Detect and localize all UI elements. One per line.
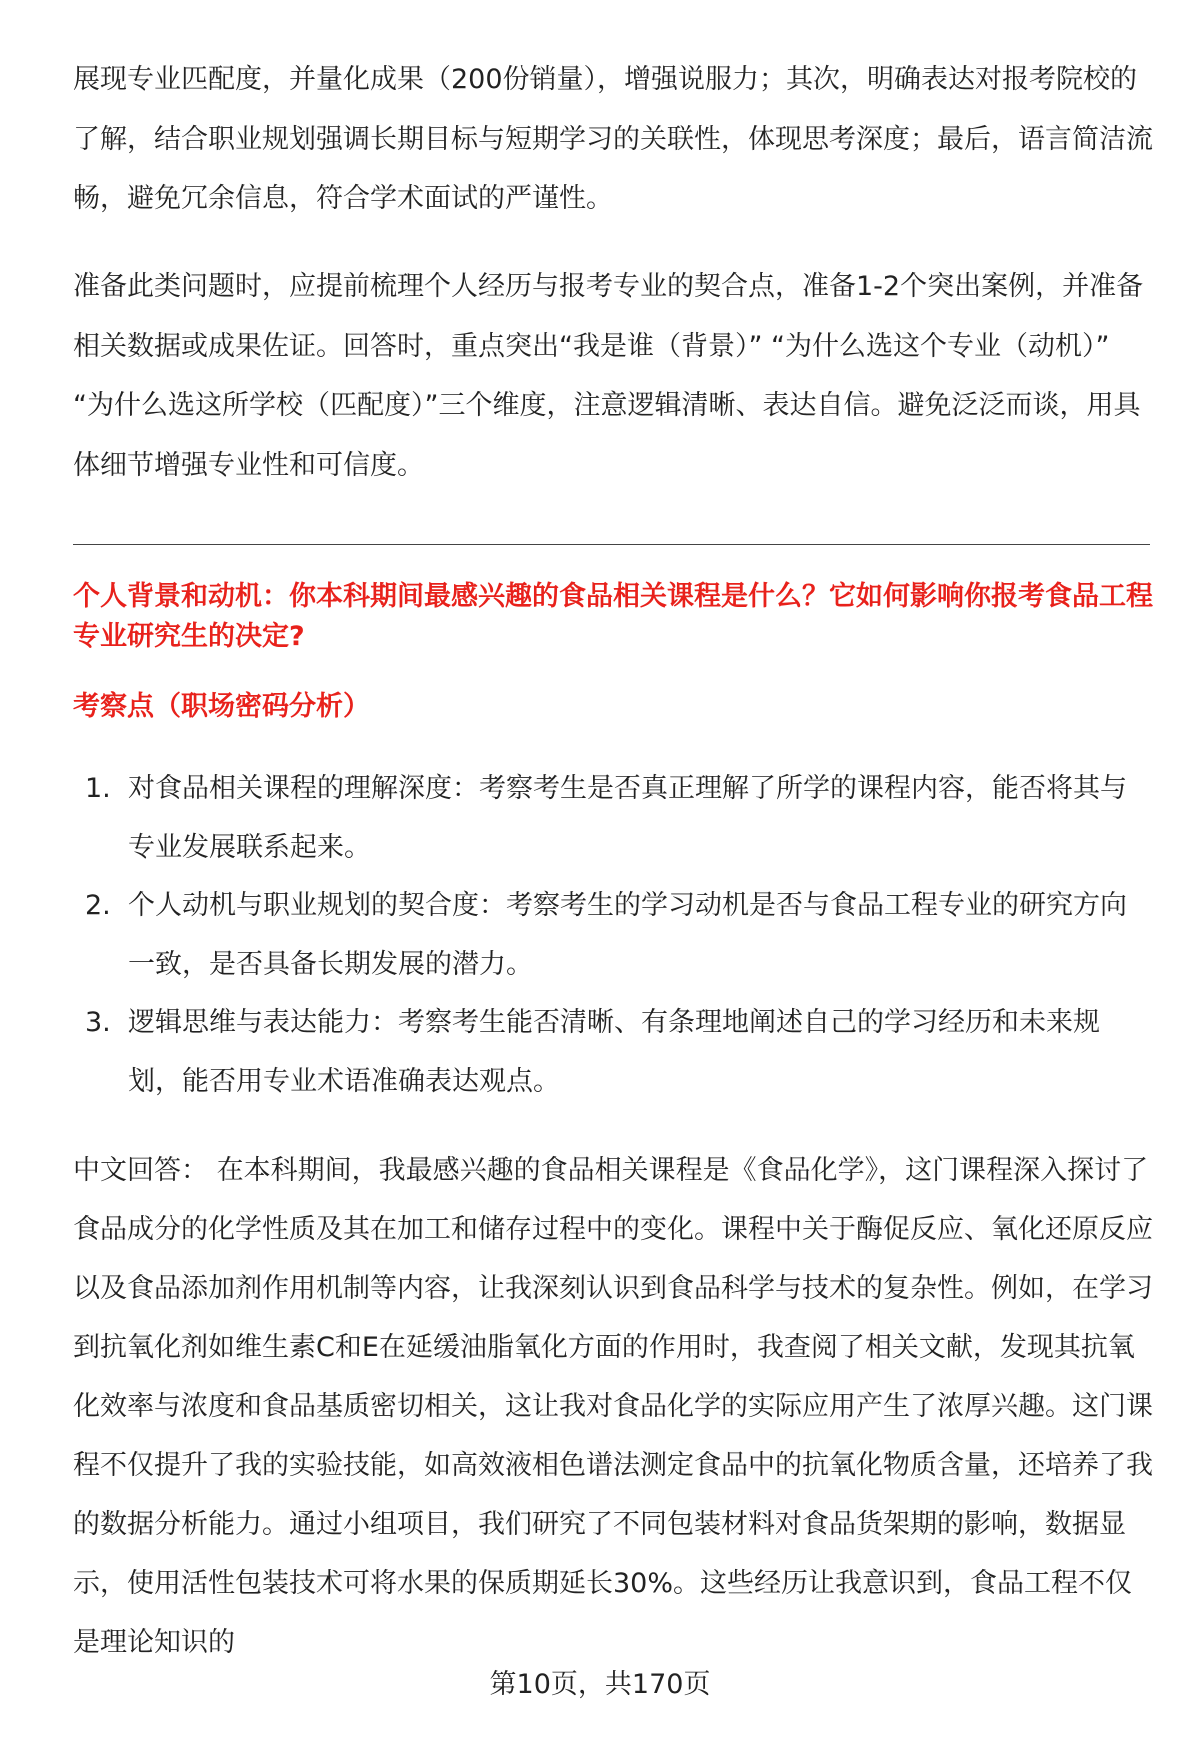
list-number: 1. <box>85 773 111 804</box>
list-text: 对食品相关课程的理解深度：考察考生是否真正理解了所学的课程内容，能否将其与专业发展联系起来。 <box>128 773 1127 863</box>
evaluation-points-list <box>73 760 1153 1111</box>
answer-paragraph: 中文回答： 在本科期间，我最感兴趣的食品相关课程是《食品化学》，这门课程深入探讨了食品成分的化学性质及其在加工和储存过程中的变化。课程中关于酶促反应、氧化还原反应以及食品添加剂作用机制等内容，让我深刻认识到食品科学与技术的复杂性。例如，在学习到抗氧化剂如维生素C和E在延缓油脂氧化方面的作用时，我查阅了相关文献，发现其抗氧化效率与浓度和食品基质密切相关，这让我对食品化学的实际应用产生了浓厚兴趣。这门课程不仅提升了我的实验技能，如高效液相色谱法测定食品中的抗氧化物质含量，还培养了我的数据分析能力。通过小组项目，我们研究了不同包装材料对食品货架期的影响，数据显示，使用活性包装技术可将水果的保质期延长30%。这些经历让我意识到，食品工程不仅是理论知识的 <box>73 1155 1153 1658</box>
list-number: 3. <box>85 1007 111 1038</box>
list-item <box>73 877 1153 994</box>
list-number: 2. <box>85 890 111 921</box>
section-title: 考察点（职场密码分析） <box>73 691 370 722</box>
page-number: 第10页，共170页 <box>489 1669 711 1700</box>
list-text: 个人动机与职业规划的契合度：考察考生的学习动机是否与食品工程专业的研究方向一致，是否具备长期发展的潜力。 <box>128 890 1127 980</box>
list-item <box>73 760 1153 877</box>
section-divider <box>73 544 1150 545</box>
list-text: 逻辑思维与表达能力：考察考生能否清晰、有条理地阐述自己的学习经历和未来规划，能否用专业术语准确表达观点。 <box>128 1007 1100 1097</box>
paragraph-preparation-tips: 准备此类问题时，应提前梳理个人经历与报考专业的契合点，准备1-2个突出案例，并准备相关数据或成果佐证。回答时，重点突出“我是谁（背景）” “为什么选这个专业（动机）” “为什么选这所学校（匹配度）”三个维度，注意逻辑清晰、表达自信。避免泛泛而谈，用具体细节增强专业性和可信度。 <box>73 271 1144 481</box>
question-heading: 个人背景和动机：你本科期间最感兴趣的食品相关课程是什么？它如何影响你报考食品工程专业研究生的决定? <box>73 581 1153 652</box>
paragraph-summary: 展现专业匹配度，并量化成果（200份销量），增强说服力；其次，明确表达对报考院校的了解，结合职业规划强调长期目标与短期学习的关联性，体现思考深度；最后，语言简洁流畅，避免冗余信息，符合学术面试的严谨性。 <box>73 64 1153 214</box>
list-item <box>73 994 1153 1111</box>
